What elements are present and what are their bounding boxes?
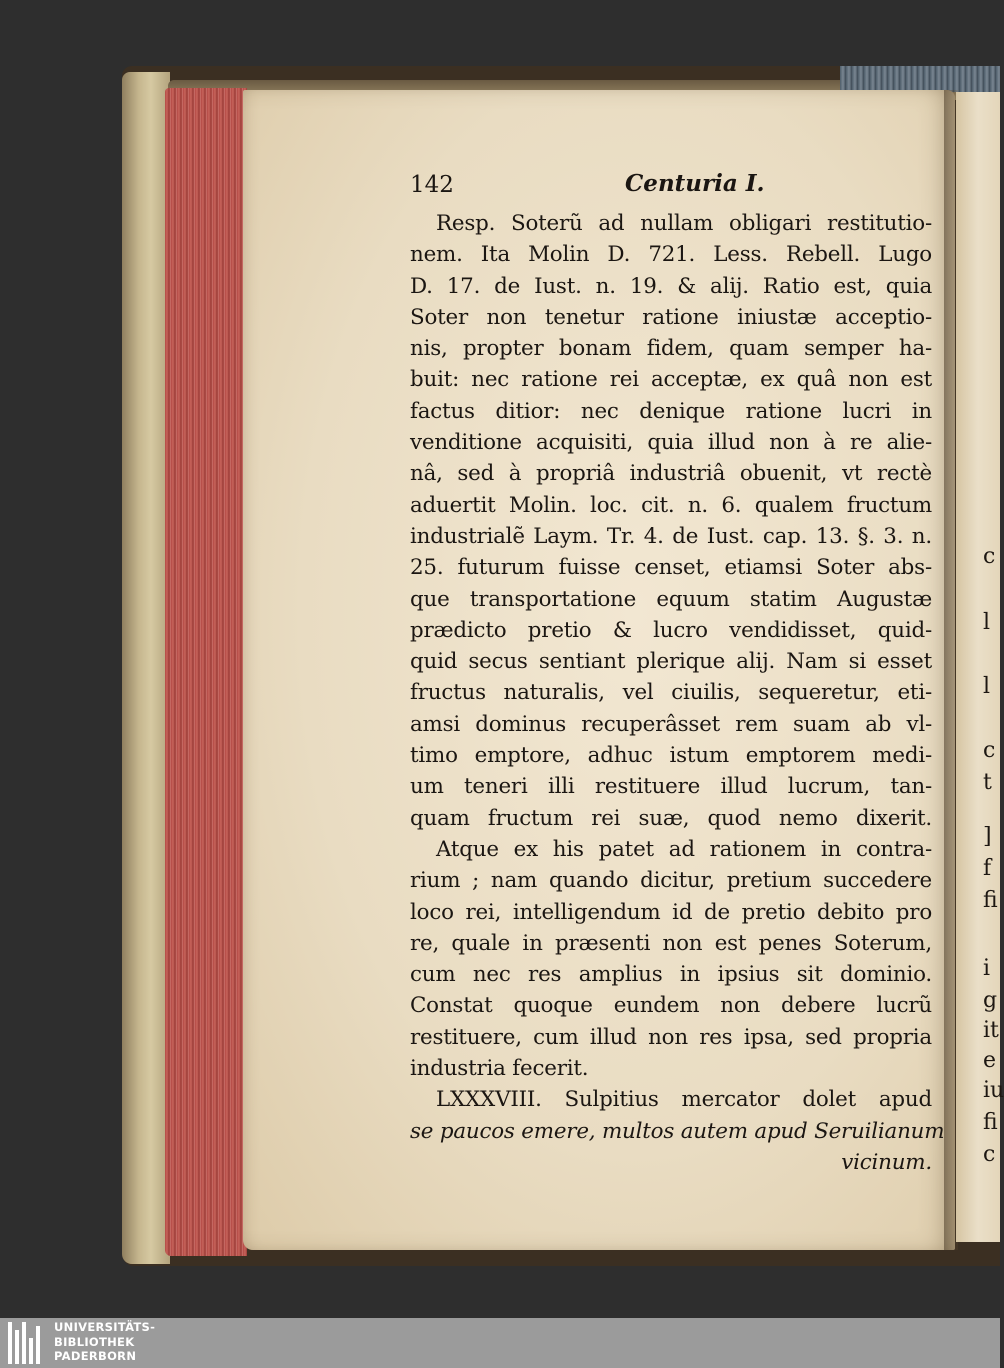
- text-line: industrialẽ Laym. Tr. 4. de Iust. cap. 13. §. 3. n.: [410, 523, 932, 549]
- facing-page-fragment: fi: [983, 1110, 998, 1135]
- facing-page-fragment: g: [983, 988, 998, 1013]
- page-text-block: [410, 168, 945, 1178]
- text-line: nis, propter bonam fidem, quam semper ha-: [410, 336, 932, 362]
- facing-page-fragment: l: [983, 674, 991, 699]
- facing-page-fragment: c: [983, 544, 996, 569]
- text-line: 25. futurum fuisse censet, etiamsi Soter abs-: [410, 555, 932, 581]
- book-spine: [122, 72, 170, 1264]
- text-line: rium ; nam quando dicitur, pretium succedere: [410, 868, 932, 894]
- facing-page-fragment: c: [983, 1142, 996, 1167]
- facing-page-fragment: iu: [983, 1078, 1004, 1103]
- text-line: restituere, cum illud non res ipsa, sed propria: [410, 1024, 932, 1050]
- page-number: 142: [410, 172, 454, 198]
- facing-page-fragment: fi: [983, 888, 998, 913]
- facing-page-fragment: f: [983, 856, 992, 881]
- text-line: se paucos emere, multos autem apud Seruilianum: [410, 1118, 945, 1144]
- text-line: venditione acquisiti, quia illud non à re alie-: [410, 430, 932, 456]
- text-line: aduertit Molin. loc. cit. n. 6. qualem fructum: [410, 492, 932, 518]
- text-line: vicinum.: [841, 1149, 932, 1175]
- text-line: D. 17. de Iust. n. 19. & alij. Ratio est, quia: [410, 273, 932, 299]
- text-line: industria fecerit.: [410, 1056, 589, 1082]
- text-line: Constat quoque eundem non debere lucrũ: [410, 993, 932, 1019]
- facing-page-fragment: e: [983, 1048, 997, 1073]
- facing-page-fragment: l: [983, 610, 991, 635]
- facing-page-fragment: ]: [983, 824, 992, 849]
- text-line: Atque ex his patet ad rationem in contra-: [436, 836, 932, 862]
- text-line: cum nec res amplius in ipsius sit dominio.: [410, 962, 932, 988]
- text-line: factus ditior: nec denique ratione lucri in: [410, 398, 932, 424]
- text-line: nem. Ita Molin D. 721. Less. Rebell. Lugo: [410, 242, 932, 268]
- running-head: Centuria I.: [625, 170, 765, 197]
- library-name: [54, 1320, 155, 1364]
- text-line: Soter non tenetur ratione iniustæ acceptio-: [410, 304, 932, 330]
- facing-page-fragment: it: [983, 1018, 999, 1043]
- text-line: fructus naturalis, vel ciuilis, sequeretur, eti-: [410, 680, 932, 706]
- text-line: Resp. Soterũ ad nullam obligari restitutio-: [436, 211, 932, 236]
- text-line: buit: nec ratione rei acceptæ, ex quâ non est: [410, 367, 932, 393]
- text-line: quam fructum rei suæ, quod nemo dixerit.: [410, 805, 932, 831]
- text-line: amsi dominus recuperâsset rem suam ab vl-: [410, 711, 932, 737]
- text-line: prædicto pretio & lucro vendidisset, quid-: [410, 617, 932, 643]
- facing-page-fragment: i: [983, 956, 991, 981]
- section-heading-line: LXXXVIII. Sulpitius mercator dolet apud: [436, 1087, 932, 1113]
- facing-page-fragment: t: [983, 770, 992, 795]
- library-name-line: BIBLIOTHEK: [54, 1334, 135, 1349]
- text-line: que transportatione equum statim Augustæ: [410, 586, 932, 612]
- marbled-cover-edge: [840, 66, 1000, 92]
- library-logo-icon: [8, 1322, 44, 1364]
- text-line: um teneri illi restituere illud lucrum, tan-: [410, 774, 932, 800]
- text-line: nâ, sed à propriâ industriâ obuenit, vt rectè: [410, 461, 932, 487]
- text-line: re, quale in præsenti non est penes Soterum,: [410, 930, 932, 956]
- library-footer: [0, 1318, 1000, 1368]
- red-page-edges: [165, 88, 247, 1256]
- page-header: [410, 168, 932, 208]
- text-line: quid secus sentiant plerique alij. Nam si esset: [410, 649, 932, 675]
- text-line: timo emptore, adhuc istum emptorem medi-: [410, 743, 932, 769]
- library-name-line: UNIVERSITÄTS-: [54, 1320, 156, 1334]
- text-line: loco rei, intelligendum id de pretio debito pro: [410, 899, 932, 925]
- library-name-line: PADERBORN: [54, 1349, 137, 1363]
- facing-page-fragment: c: [983, 738, 996, 763]
